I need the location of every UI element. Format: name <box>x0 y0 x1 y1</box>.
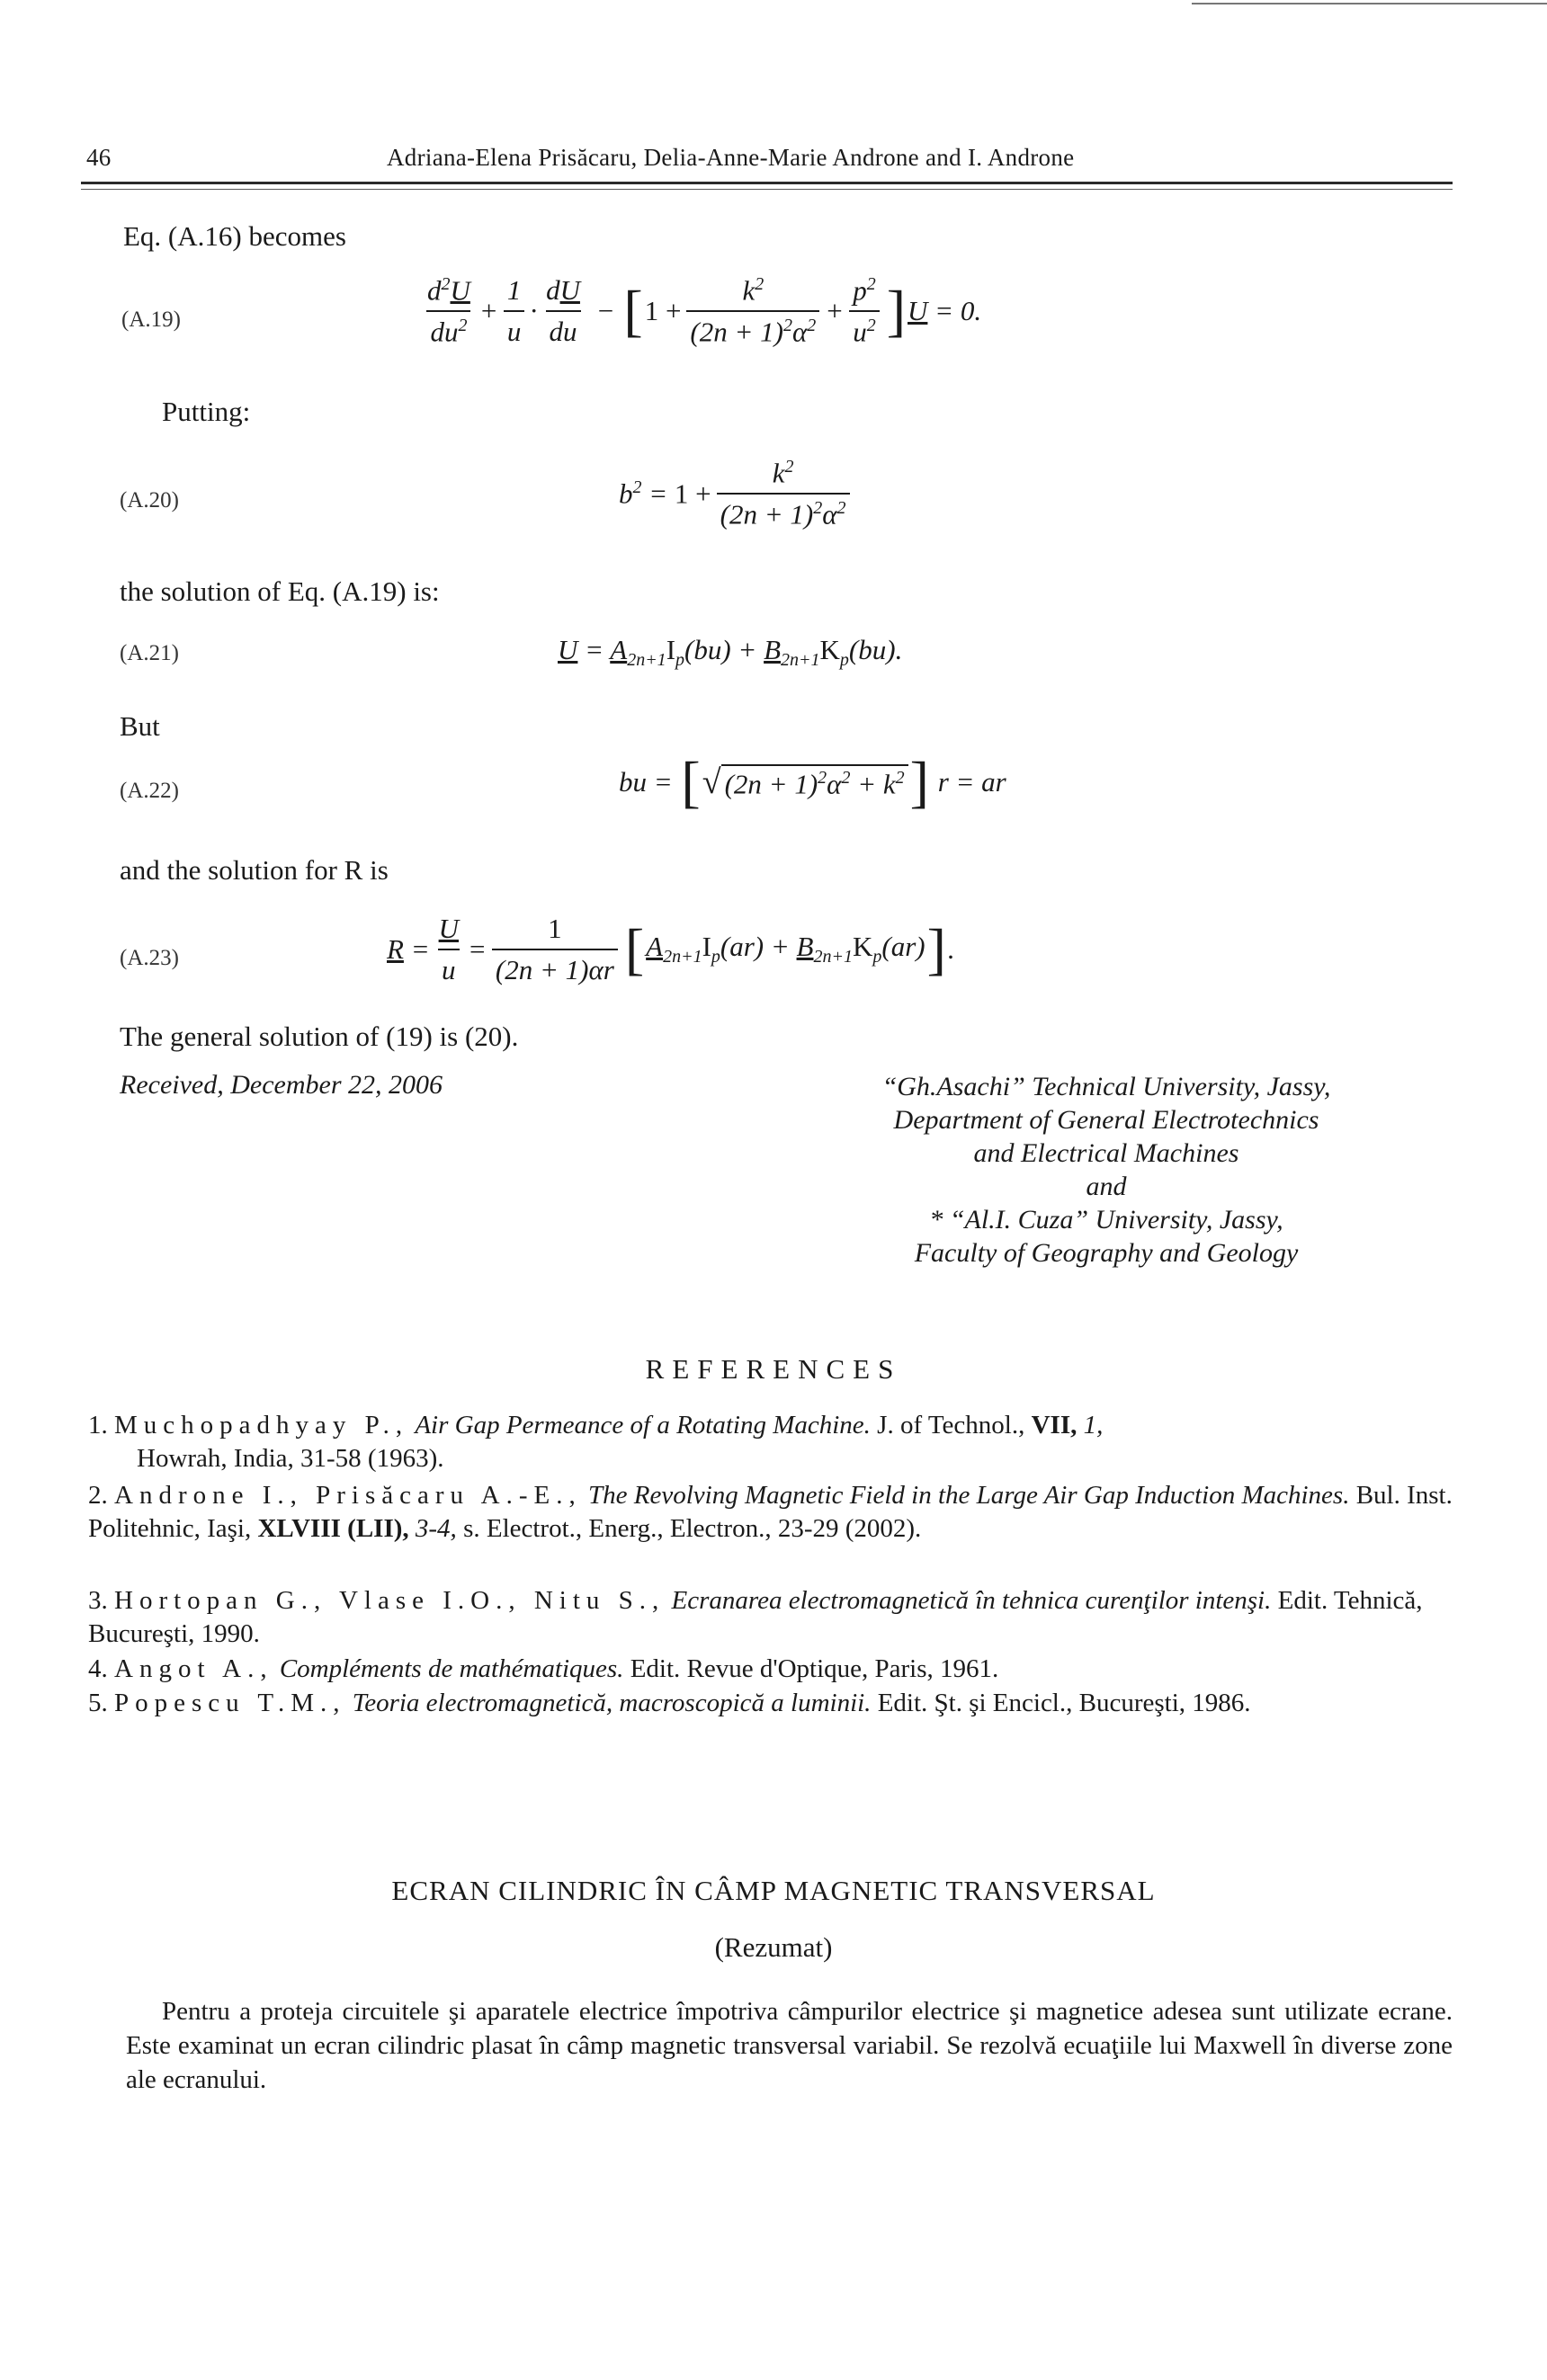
general-solution-text: The general solution of (19) is (20). <box>120 1021 519 1052</box>
reference-author: Androne I., Prisăcaru A.-E., <box>114 1481 582 1510</box>
reference-details: Howrah, India, 31-58 (1963). <box>137 1444 444 1473</box>
reference-item <box>88 1479 1464 1546</box>
affiliation-line: Department of General Electrotechnics <box>893 1105 1319 1135</box>
page-number: 46 <box>86 144 112 171</box>
reference-title: Compléments de mathématiques. <box>279 1654 624 1683</box>
reference-number: 1. <box>88 1411 108 1440</box>
received-date: Received, December 22, 2006 <box>120 1070 443 1100</box>
reference-author: Angot A., <box>114 1654 273 1683</box>
reference-title: Ecranarea electromagnetică în tehnica curenţilor intenşi. <box>671 1586 1272 1615</box>
summary-title: ECRAN CILINDRIC ÎN CÂMP MAGNETIC TRANSVERSAL <box>391 1875 1156 1906</box>
equation-label-a20: (A.20) <box>120 488 179 513</box>
header-rule <box>81 182 1453 184</box>
reference-title: The Revolving Magnetic Field in the Large Air Gap Induction Machines. <box>588 1481 1350 1510</box>
equation-label-a19: (A.19) <box>121 308 181 332</box>
affiliation-line: and <box>1086 1172 1127 1201</box>
equation-a23: R = $\frac{U}{u}$ = $\frac{1}{(2n + 1)\alpha r}$ [ $A_{2n+1}I_p(ar) + B_{2n+1}K_p(ar)$ ] . <box>387 913 955 985</box>
reference-issue: 3-4, <box>415 1514 457 1543</box>
reference-details: s. Electrot., Energ., Electron., 23-29 (2002). <box>463 1514 922 1543</box>
affiliation-line: “Gh.Asachi” Technical University, Jassy, <box>881 1072 1331 1101</box>
reference-details: Edit. Tehnică, Bucureşti, 1990. <box>88 1586 1423 1648</box>
putting-label: Putting: <box>162 396 251 427</box>
reference-item <box>88 1653 1464 1686</box>
reference-author: Hortopan G., Vlase I.O., Nitu S., <box>114 1586 666 1615</box>
equation-a20: $b^2 = 1$ + $\frac{k^2}{(2n + 1)^2\alpha^2}$ <box>619 457 855 531</box>
reference-number: 5. <box>88 1689 108 1717</box>
equation-a22: bu = [ √ $(2n + 1)^2\alpha^2 + k^2$ ] r = ar <box>619 750 1006 814</box>
reference-details: Edit. Şt. şi Encicl., Bucureşti, 1986. <box>877 1689 1251 1717</box>
references-title: REFERENCES <box>645 1353 902 1385</box>
reference-issue: 1, <box>1083 1411 1104 1440</box>
reference-author: Muchopadhyay P., <box>114 1411 409 1440</box>
reference-number: 2. <box>88 1481 108 1510</box>
summary-subtitle: (Rezumat) <box>714 1931 833 1963</box>
top-edge-line <box>1192 3 1547 4</box>
intro-a19: Eq. (A.16) becomes <box>123 220 346 252</box>
reference-journal: J. of Technol., <box>877 1411 1025 1440</box>
reference-volume: XLVIII (LII), <box>257 1514 409 1543</box>
reference-number: 3. <box>88 1586 108 1615</box>
equation-label-a22: (A.22) <box>120 779 179 803</box>
equation-a19: $\frac{d^2U}{du^2}$ + $\frac{1}{u}$ · $\frac{dU}{du}$ − [ 1 + $\frac{k^2}{(2n + 1)^2\alpha^2}$ + $\frac{p^2}{u^2}$ ] U = 0. <box>427 274 982 348</box>
affiliation-line: and Electrical Machines <box>973 1138 1239 1168</box>
affiliation-line: * “Al.I. Cuza” University, Jassy, <box>929 1205 1283 1235</box>
but-label: But <box>120 710 160 742</box>
reference-volume: VII, <box>1031 1411 1078 1440</box>
reference-item <box>88 1409 1464 1475</box>
reference-journal: Bul. Inst. Politehnic, Iaşi, <box>88 1481 1453 1543</box>
solution-r-intro: and the solution for R is <box>120 854 389 886</box>
equation-a21: $U = A_{2n+1}I_p(bu) + B_{2n+1}K_p(bu)$. <box>558 634 903 671</box>
reference-number: 4. <box>88 1654 108 1683</box>
reference-item <box>88 1584 1464 1651</box>
equation-label-a21: (A.21) <box>120 641 179 665</box>
running-title: Adriana-Elena Prisăcaru, Delia-Anne-Marie Androne and I. Androne <box>387 144 1075 171</box>
reference-title: Air Gap Permeance of a Rotating Machine. <box>415 1411 871 1440</box>
affiliation-line: Faculty of Geography and Geology <box>914 1238 1299 1268</box>
reference-author: Popescu T.M., <box>114 1689 346 1717</box>
affiliation-block <box>809 1070 1403 1270</box>
solution-intro: the solution of Eq. (A.19) is: <box>120 575 440 607</box>
reference-details: Edit. Revue d'Optique, Paris, 1961. <box>630 1654 999 1683</box>
header-rule-thin <box>81 189 1453 190</box>
equation-label-a23: (A.23) <box>120 946 179 970</box>
reference-title: Teoria electromagnetică, macroscopică a luminii. <box>352 1689 872 1717</box>
reference-item <box>88 1687 1464 1720</box>
summary-text: Pentru a proteja circuitele şi aparatele electrice împotriva câmpurilor electrice şi magnetice adesea sunt utilizate ecrane. Este examinat un ecran cilindric plasat în câmp magnetic transversal variabil. Se rezolvă ecuaţiile lui Maxwell în diverse zone ale ecranului. <box>126 1997 1453 2094</box>
